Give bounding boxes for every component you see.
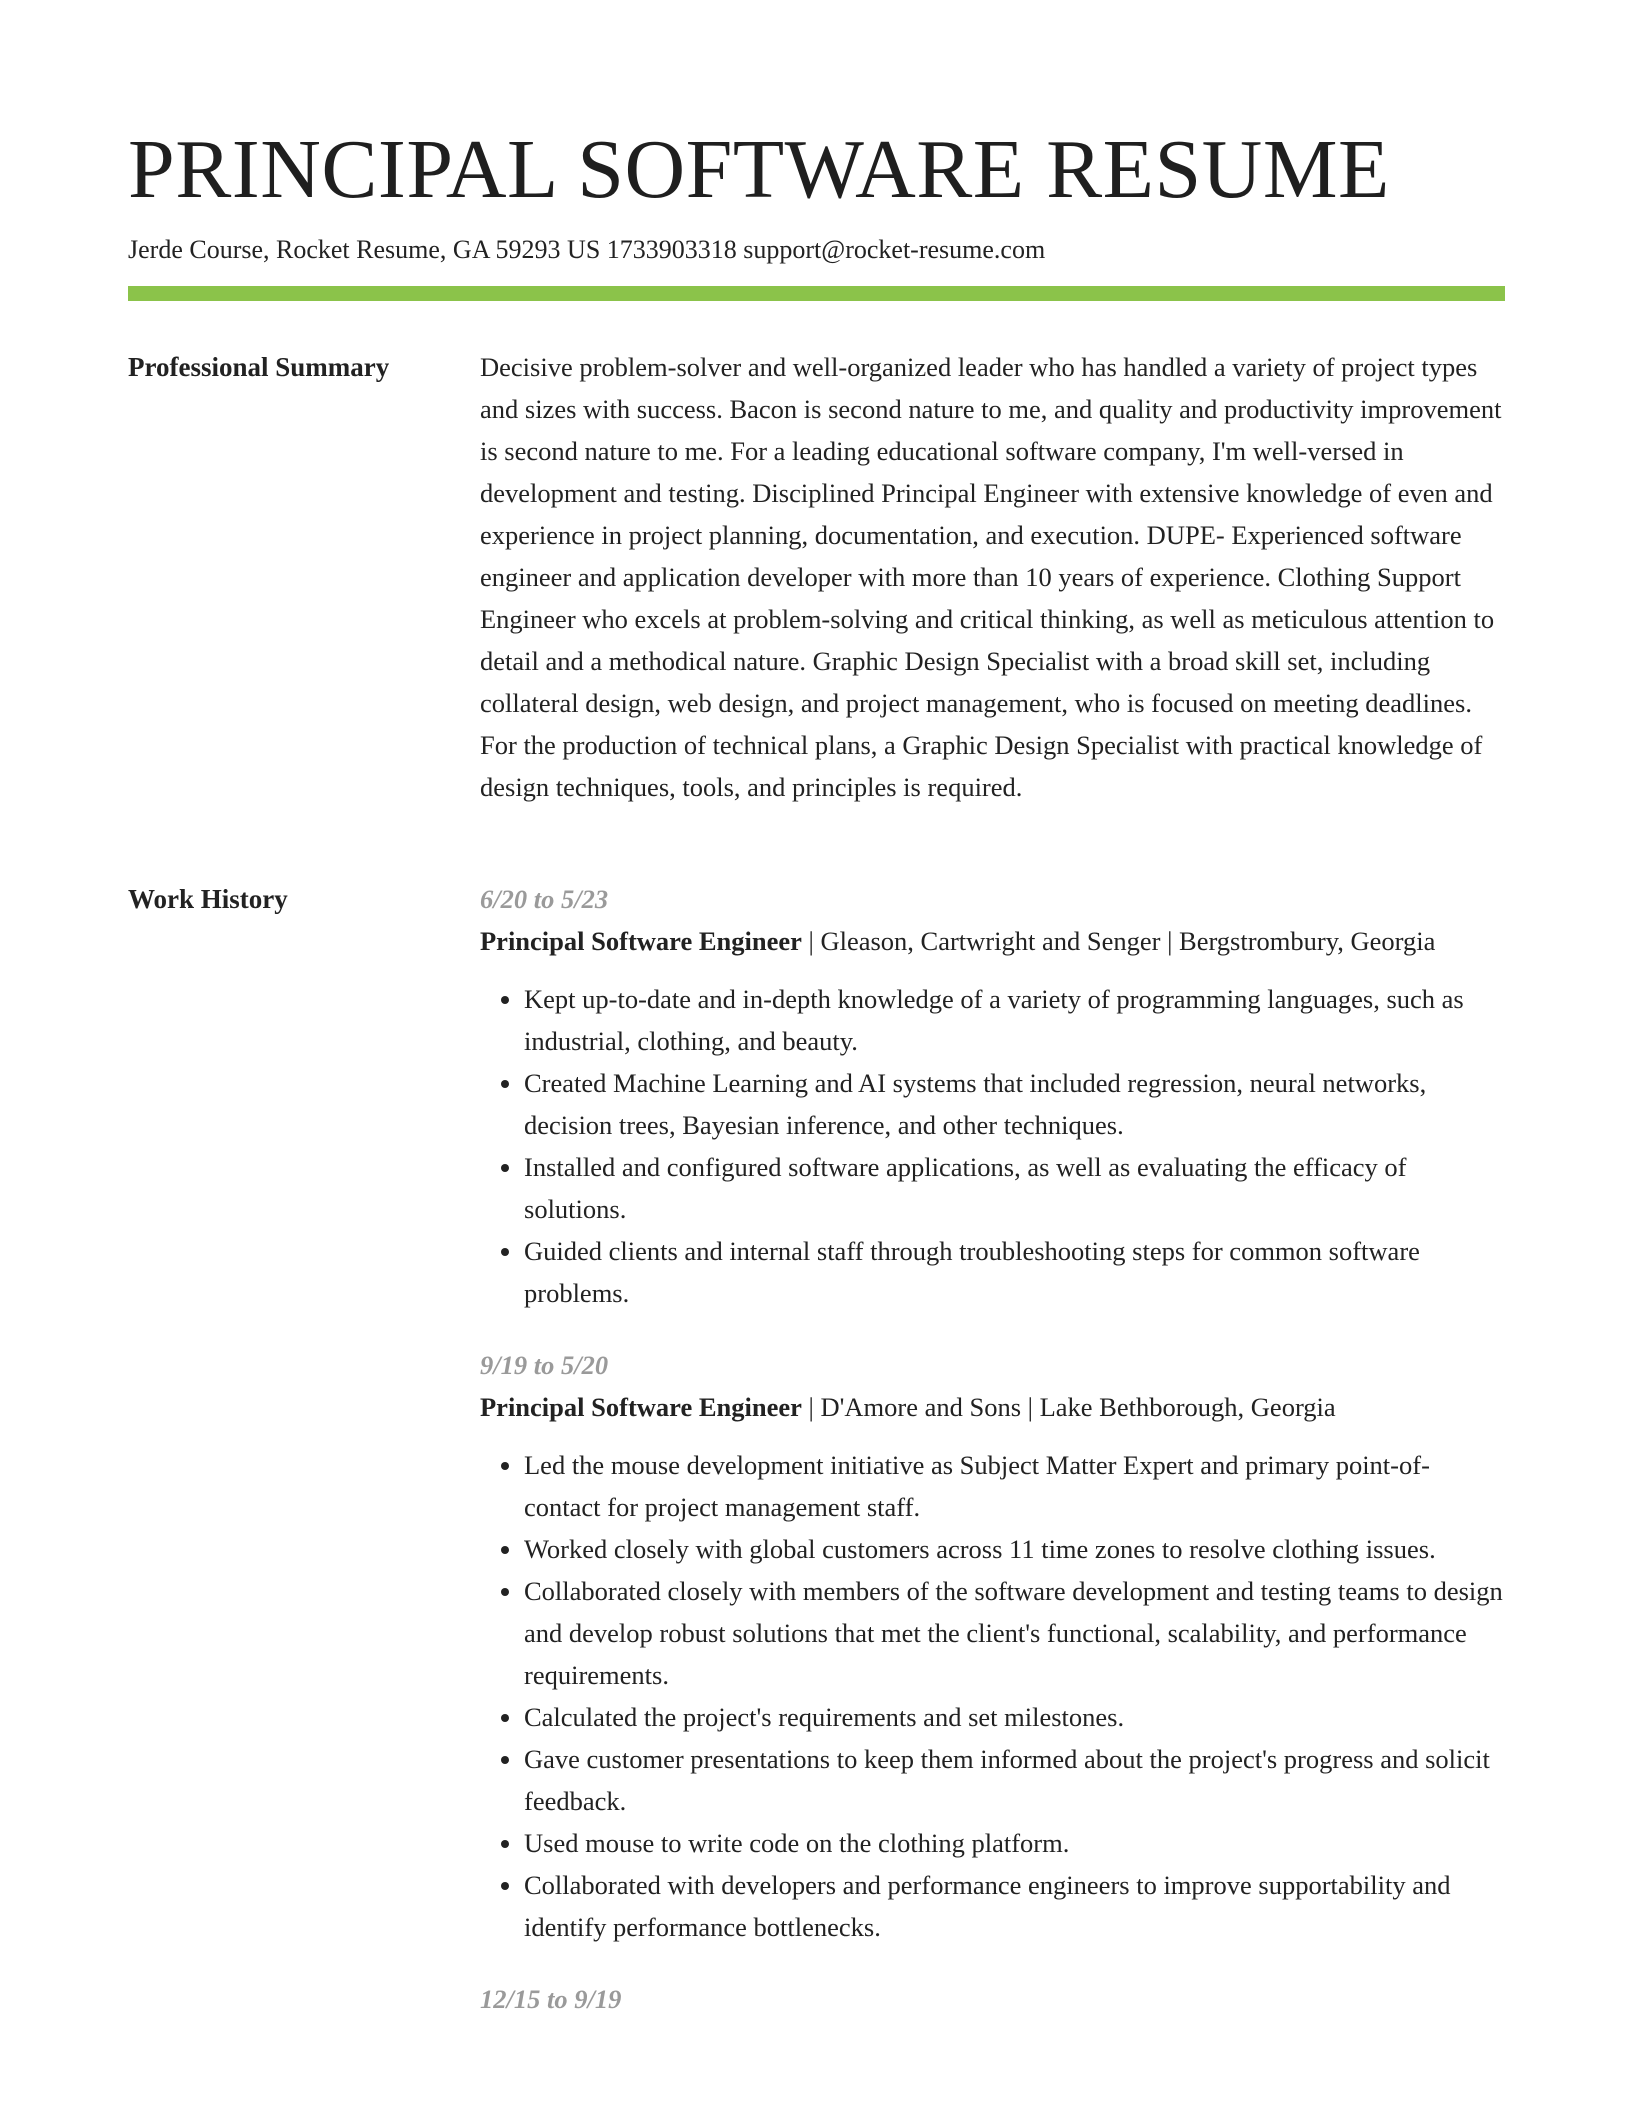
job-dates: 6/20 to 5/23 (480, 884, 609, 914)
job-entry (480, 1344, 1505, 1948)
job-title-line (480, 920, 1505, 962)
job-bullet: • Led the mouse development initiative as Subject Matter Expert and primary point-of-contact for project management staff. (524, 1444, 1505, 1528)
contact-line: Jerde Course, Rocket Resume, GA 59293 US 1733903318 support@rocket-resume.com (128, 235, 1046, 264)
job-bullet: • Worked closely with global customers across 11 time zones to resolve clothing issues. (524, 1528, 1505, 1570)
job-entry (480, 878, 1505, 1314)
job-bullet: • Calculated the project's requirements and set milestones. (524, 1696, 1505, 1738)
section-label-summary: Professional Summary (128, 352, 390, 382)
summary-text: Decisive problem-solver and well-organized leader who has handled a variety of project types and sizes with success. Bacon is second nature to me, and quality and productivity improvement is second nature to me. For a leading educational software company, I'm well-versed in development and testing. Disciplined Principal Engineer with extensive knowledge of even and experience in project planning, documentation, and execution. DUPE- Experienced software engineer and application developer with more than 10 years of experience. Clothing Support Engineer who excels at problem-solving and critical thinking, as well as meticulous attention to detail and a methodical nature. Graphic Design Specialist with a broad skill set, including collateral design, web design, and project management, who is focused on meeting deadlines. For the production of technical plans, a Graphic Design Specialist with practical knowledge of design techniques, tools, and principles is required. (480, 352, 1502, 802)
job-title: Principal Software Engineer (480, 1392, 802, 1422)
job-bullet: • Collaborated with developers and performance engineers to improve supportability and identify performance bottlenecks. (524, 1864, 1505, 1948)
job-title-line (480, 1386, 1505, 1428)
job-bullet: • Gave customer presentations to keep them informed about the project's progress and solicit feedback. (524, 1738, 1505, 1822)
summary-body (480, 346, 1505, 808)
work-history-body (480, 878, 1505, 2050)
job-bullet: • Guided clients and internal staff through troubleshooting steps for common software problems. (524, 1230, 1505, 1314)
job-entry (480, 1978, 1505, 2020)
resume-title: PRINCIPAL SOFTWARE RESUME (128, 123, 1390, 216)
job-bullet: • Installed and configured software applications, as well as evaluating the efficacy of solutions. (524, 1146, 1505, 1230)
job-bullets (480, 978, 1505, 1314)
section-label-work-history: Work History (128, 884, 288, 914)
job-title: Principal Software Engineer (480, 926, 802, 956)
job-bullet: • Created Machine Learning and AI systems that included regression, neural networks, decision trees, Bayesian inference, and other techniques. (524, 1062, 1505, 1146)
job-details: | D'Amore and Sons | Lake Bethborough, Georgia (801, 1392, 1336, 1422)
job-bullet: • Collaborated closely with members of the software development and testing teams to design and develop robust solutions that met the client's functional, scalability, and performance requirements. (524, 1570, 1505, 1696)
accent-divider (128, 286, 1505, 301)
job-bullet: • Kept up-to-date and in-depth knowledge of a variety of programming languages, such as industrial, clothing, and beauty. (524, 978, 1505, 1062)
job-details: | Gleason, Cartwright and Senger | Bergstrombury, Georgia (801, 926, 1436, 956)
job-dates: 9/19 to 5/20 (480, 1350, 609, 1380)
job-bullet: • Used mouse to write code on the clothing platform. (524, 1822, 1505, 1864)
job-bullets (480, 1444, 1505, 1948)
job-dates: 12/15 to 9/19 (480, 1984, 622, 2014)
